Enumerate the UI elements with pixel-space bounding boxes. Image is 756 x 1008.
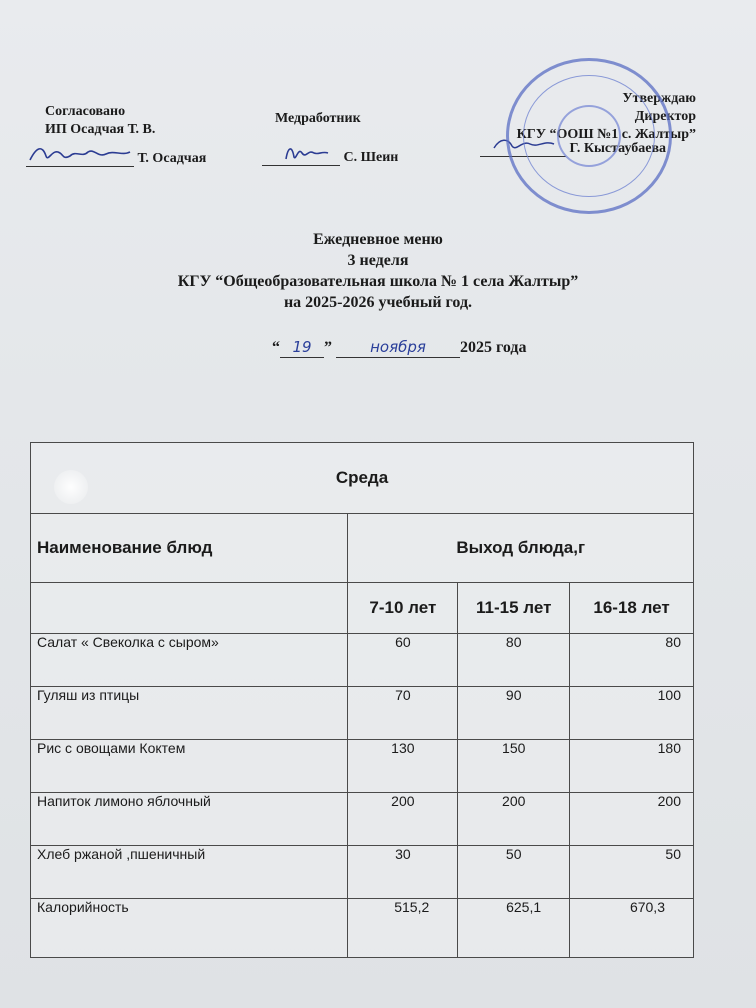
approved-signature — [26, 148, 134, 167]
dish-value: 100 — [570, 687, 694, 740]
day-of-week: Среда — [31, 443, 694, 514]
dish-value: 200 — [570, 793, 694, 846]
dish-value: 70 — [348, 687, 458, 740]
director-signer-name: Г. Кыстаубаева — [569, 141, 667, 156]
dish-name: Хлеб ржаной ,пшеничный — [31, 846, 348, 899]
date-day: 19 — [292, 338, 312, 356]
table-day-row — [31, 443, 694, 514]
table-row — [31, 687, 694, 740]
approved-signature-line — [26, 148, 206, 167]
dish-value: 90 — [458, 687, 570, 740]
calories-label: Калорийность — [31, 899, 348, 958]
week-number: 3 неделя — [347, 252, 409, 269]
medic-block — [275, 110, 361, 128]
approved-block — [45, 103, 155, 139]
dish-name: Напиток лимоно яблочный — [31, 793, 348, 846]
medic-signature — [262, 147, 340, 166]
dish-value: 80 — [458, 634, 570, 687]
menu-date — [272, 338, 527, 358]
dish-value: 200 — [348, 793, 458, 846]
school-year: на 2025-2026 учебный год. — [283, 294, 473, 311]
medic-signer-name: С. Шеин — [343, 150, 399, 165]
dish-name: Гуляш из птицы — [31, 687, 348, 740]
date-close-quote: ” — [324, 339, 332, 356]
light-glare — [54, 470, 88, 504]
table-age-row — [31, 583, 694, 634]
calories-value: 515,2 — [348, 899, 458, 958]
age-group-7-10: 7-10 лет — [348, 583, 458, 634]
medic-label: Медработник — [275, 111, 361, 126]
handwritten-signature-icon — [26, 142, 134, 164]
handwritten-signature-icon — [262, 141, 340, 163]
dish-name: Рис с овощами Коктем — [31, 740, 348, 793]
column-header-output: Выход блюда,г — [348, 514, 694, 583]
dish-value: 30 — [348, 846, 458, 899]
school-name: КГУ “Общеобразовательная школа № 1 села Жалтыр” — [177, 273, 579, 290]
date-month: ноября — [370, 338, 426, 356]
approved-signer-name: Т. Осадчая — [137, 151, 207, 166]
age-group-11-15: 11-15 лет — [458, 583, 570, 634]
official-stamp-icon — [506, 58, 672, 214]
director-org: КГУ “ООШ №1 с. Жалтыр” — [516, 127, 696, 142]
date-year: 2025 года — [460, 339, 527, 356]
dish-value: 50 — [458, 846, 570, 899]
director-role: Директор — [634, 109, 696, 124]
date-open-quote: “ — [272, 339, 280, 356]
medic-signature-line — [262, 147, 398, 166]
dish-value: 130 — [348, 740, 458, 793]
calories-value: 625,1 — [458, 899, 570, 958]
table-row — [31, 740, 694, 793]
table-row — [31, 634, 694, 687]
approved-label: Согласовано — [45, 104, 126, 119]
age-empty-cell — [31, 583, 348, 634]
calories-row — [31, 899, 694, 958]
director-label: Утверждаю — [622, 91, 696, 106]
dish-value: 80 — [570, 634, 694, 687]
age-group-16-18: 16-18 лет — [570, 583, 694, 634]
dish-value: 200 — [458, 793, 570, 846]
menu-table — [30, 442, 694, 958]
table-row — [31, 846, 694, 899]
dish-name: Салат « Свеколка с сыром» — [31, 634, 348, 687]
calories-value: 670,3 — [570, 899, 694, 958]
table-header-row — [31, 514, 694, 583]
dish-value: 60 — [348, 634, 458, 687]
dish-value: 180 — [570, 740, 694, 793]
approved-org: ИП Осадчая Т. В. — [45, 122, 156, 137]
dish-value: 50 — [570, 846, 694, 899]
menu-title: Ежедневное меню — [313, 231, 443, 248]
table-row — [31, 793, 694, 846]
dish-value: 150 — [458, 740, 570, 793]
column-header-dish: Наименование блюд — [31, 514, 348, 583]
